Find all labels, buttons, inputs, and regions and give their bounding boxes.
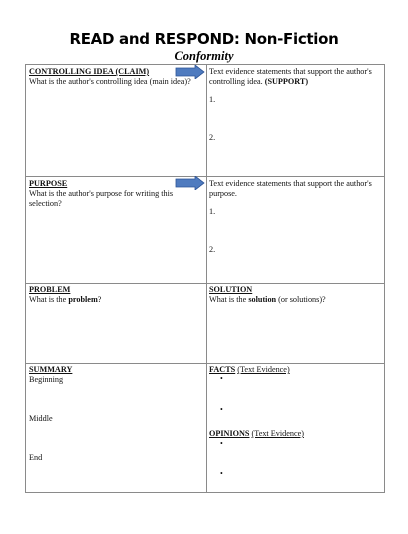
purpose-heading: PURPOSE — [29, 179, 68, 188]
facts-bullet-2: • — [220, 405, 223, 414]
row-divider-1 — [26, 176, 384, 177]
support-cell[interactable] — [209, 67, 381, 87]
facts-sub: (Text Evidence) — [237, 365, 290, 374]
opinions-bullet-1: • — [220, 439, 223, 448]
solution-question-post: (or solutions)? — [276, 295, 326, 304]
support-tag: (SUPPORT) — [264, 77, 309, 86]
solution-cell[interactable] — [209, 285, 381, 305]
row-divider-2 — [26, 283, 384, 284]
summary-cell[interactable] — [29, 365, 197, 385]
problem-question — [29, 295, 197, 305]
page-title: READ and RESPOND: Non-Fiction — [69, 30, 339, 48]
support-text: Text evidence statements that support the author's controlling idea. — [209, 67, 372, 86]
controlling-idea-question: What is the author's controlling idea (main idea)? — [29, 77, 191, 86]
arrow-right-icon — [175, 65, 205, 79]
support-item-1: 1. — [209, 95, 216, 104]
purpose-support-item-1: 1. — [209, 207, 216, 216]
purpose-support-text: Text evidence statements that support the author's purpose. — [209, 179, 372, 198]
opinions-heading: OPINIONS — [209, 429, 250, 438]
summary-middle: Middle — [29, 414, 53, 423]
summary-heading: SUMMARY — [29, 365, 73, 374]
problem-question-bold: problem — [68, 295, 98, 304]
summary-beginning: Beginning — [29, 375, 64, 384]
solution-question-bold: solution — [248, 295, 277, 304]
row-divider-3 — [26, 363, 384, 364]
problem-heading: PROBLEM — [29, 285, 71, 294]
support-item-2: 2. — [209, 133, 216, 142]
solution-question — [209, 295, 381, 305]
controlling-idea-cell[interactable] — [29, 67, 197, 87]
opinions-bullet-2: • — [220, 469, 223, 478]
facts-bullet-1: • — [220, 374, 223, 383]
summary-end: End — [29, 453, 43, 462]
page-subtitle: Conformity — [174, 49, 234, 63]
column-divider — [206, 65, 207, 492]
facts-cell[interactable] — [209, 365, 381, 375]
solution-heading: SOLUTION — [209, 285, 253, 294]
solution-question-pre: What is the — [209, 295, 249, 304]
arrow-right-icon — [175, 176, 205, 190]
problem-cell[interactable] — [29, 285, 197, 305]
controlling-idea-heading: CONTROLLING IDEA (CLAIM) — [29, 67, 150, 76]
purpose-support-cell[interactable] — [209, 179, 381, 199]
opinions-sub: (Text Evidence) — [251, 429, 304, 438]
facts-heading: FACTS — [209, 365, 236, 374]
opinions-cell[interactable] — [209, 429, 381, 439]
problem-question-pre: What is the — [29, 295, 69, 304]
problem-question-post: ? — [97, 295, 102, 304]
purpose-question: What is the author's purpose for writing this selection? — [29, 189, 174, 208]
purpose-support-item-2: 2. — [209, 245, 216, 254]
purpose-cell[interactable] — [29, 179, 197, 209]
response-table — [25, 64, 385, 493]
